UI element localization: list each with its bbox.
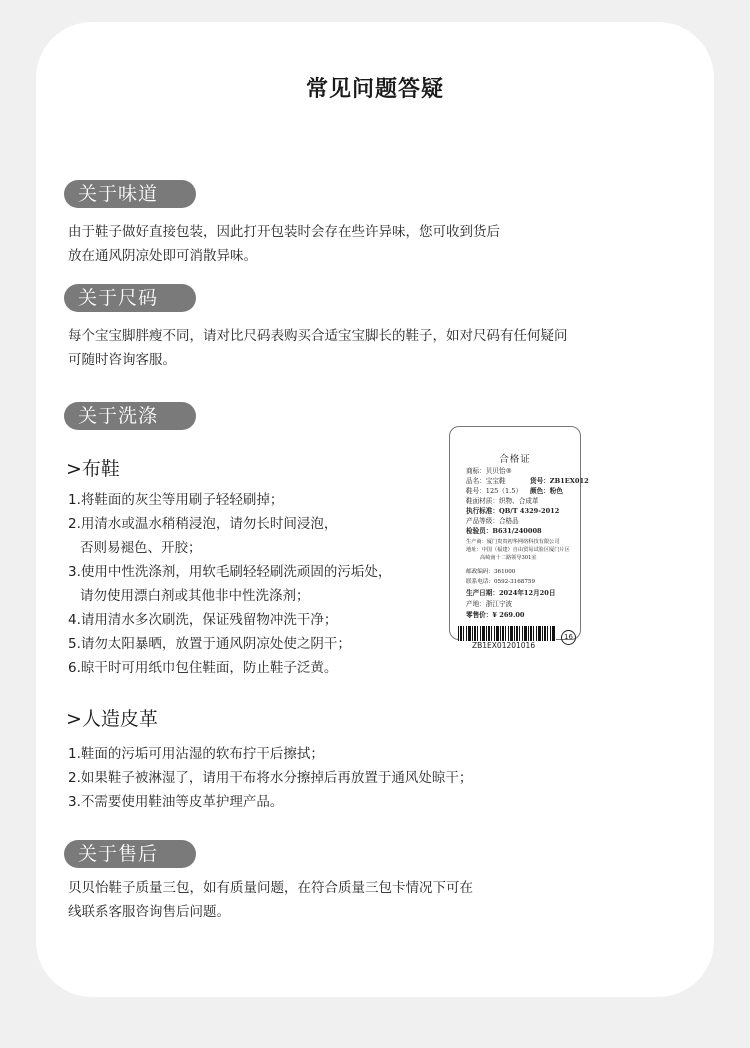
cert-address-2: 高崎南十二路领导301室: [480, 555, 537, 561]
list-item: 3.不需要使用鞋油等皮革护理产品。: [68, 794, 284, 810]
cert-brand: 商标：贝贝怡®: [466, 467, 513, 475]
cert-material: 鞋面材质：织物、合成革: [466, 497, 539, 505]
cloth-shoe-steps: [68, 488, 448, 680]
list-item: 5.请勿太阳暴晒，放置于通风阴凉处使之阴干；: [68, 636, 351, 652]
size-line: 可随时咨询客服。: [68, 352, 176, 368]
list-item: 1.鞋面的污垢可用沾湿的软布拧干后擦拭；: [68, 746, 324, 762]
aftersale-line: 贝贝怡鞋子质量三包，如有质量问题，在符合质量三包卡情况下可在: [68, 880, 473, 896]
list-item: 1.将鞋面的灰尘等用刷子轻轻刷掉；: [68, 492, 284, 508]
cert-phone: 联系电话：0592-3168759: [466, 579, 536, 585]
section-heading-size: 关于尺码: [64, 284, 196, 312]
size-badge: 16: [561, 630, 576, 645]
page-title: 常见问题答疑: [305, 77, 444, 102]
cert-address: 地址：中国（福建）自由贸易试验区厦门片区: [466, 547, 570, 553]
cert-inspector: 检验员：B631/240008: [466, 527, 542, 535]
cert-maker: 生产商：厦门贵贵初华网络科技有限公司: [466, 539, 560, 545]
cert-color: 颜色：粉色: [530, 487, 563, 495]
cert-size: 鞋号：125（1.5）: [466, 487, 523, 495]
cert-origin: 产地：浙江宁波: [466, 600, 513, 608]
list-item: 否则易褪色、开胶；: [80, 540, 202, 556]
cert-name: 品名：宝宝鞋: [466, 477, 506, 485]
section-heading-smell: 关于味道: [64, 180, 196, 208]
barcode-icon: [458, 626, 556, 641]
leather-steps: [68, 742, 628, 814]
size-text: [68, 324, 668, 372]
list-item: 请勿使用漂白剂或其他非中性洗涤剂；: [80, 588, 310, 604]
section-heading-wash: 关于洗涤: [64, 402, 196, 430]
smell-text: [68, 220, 668, 268]
certificate-title: 合格证: [499, 454, 531, 465]
list-item: 2.用清水或温水稍稍浸泡，请勿长时间浸泡，: [68, 516, 338, 532]
section-heading-aftersale: 关于售后: [64, 840, 196, 868]
cert-postcode: 邮政编码：361000: [466, 569, 516, 575]
smell-line: 放在通风阴凉处即可消散异味。: [68, 248, 257, 264]
aftersale-line: 线联系客服咨询售后问题。: [68, 904, 230, 920]
list-item: 6.晾干时可用纸巾包住鞋面，防止鞋子泛黄。: [68, 660, 338, 676]
list-item: 2.如果鞋子被淋湿了，请用干布将水分擦掉后再放置于通风处晾干；: [68, 770, 473, 786]
cert-grade: 产品等级：合格品: [466, 517, 519, 525]
certificate-label: [449, 426, 589, 650]
size-line: 每个宝宝脚胖瘦不同，请对比尺码表购买合适宝宝脚长的鞋子，如对尺码有任何疑问: [68, 328, 568, 344]
list-item: 4.请用清水多次刷洗，保证残留物冲洗干净；: [68, 612, 338, 628]
cert-model: 货号：ZB1EX012: [530, 477, 589, 485]
subheading-cloth-shoes: >布鞋: [66, 458, 120, 480]
cert-standard: 执行标准：QB/T 4329-2012: [466, 507, 560, 515]
aftersale-text: [68, 876, 668, 924]
smell-line: 由于鞋子做好直接包装，因此打开包装时会存在些许异味，您可收到货后: [68, 224, 500, 240]
subheading-leather: >人造皮革: [66, 708, 158, 730]
cert-price: 零售价：¥ 269.00: [466, 611, 525, 619]
barcode-number: ZB1EX01201016: [472, 641, 536, 650]
list-item: 3.使用中性洗涤剂，用软毛刷轻轻刷洗顽固的污垢处，: [68, 564, 392, 580]
cert-date: 生产日期：2024年12月20日: [466, 589, 556, 597]
